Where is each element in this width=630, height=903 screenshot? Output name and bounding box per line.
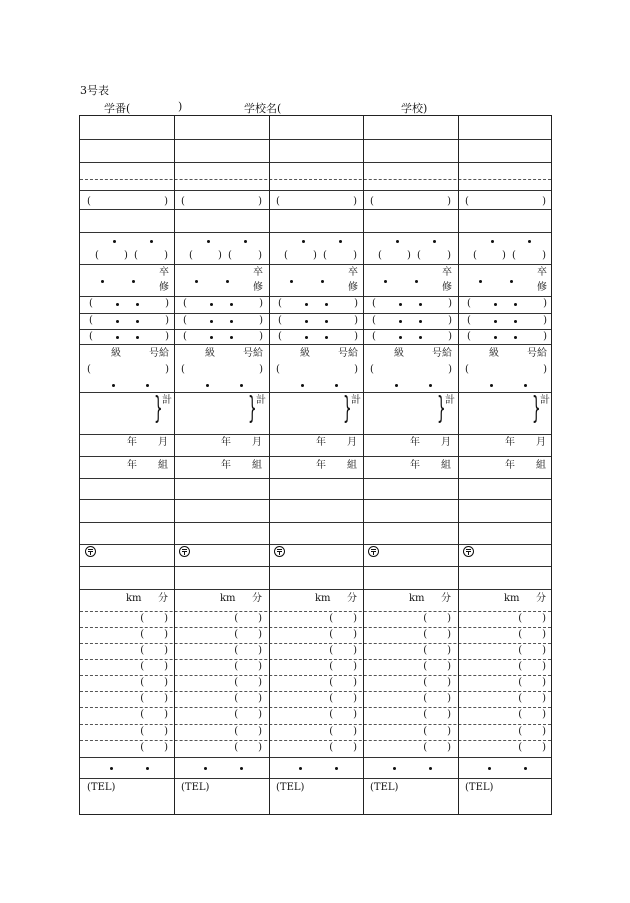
date-separator-dot — [305, 320, 308, 323]
right-brace-icon: } — [532, 391, 541, 426]
salary-step-label: 号給 — [527, 348, 547, 359]
total-label: 計 — [351, 395, 361, 406]
route-paren-pair: ( ) — [329, 726, 357, 737]
name-paren-close: ) — [447, 196, 451, 207]
route-paren-pair: ( ) — [140, 629, 168, 640]
route-paren-pair: ( ) — [518, 709, 546, 720]
route-paren-pair: ( ) — [423, 645, 451, 656]
total-label: 計 — [445, 395, 455, 406]
paren-open: ( — [183, 331, 187, 342]
paren-close: ) — [354, 331, 358, 342]
minutes-label: 分 — [347, 593, 357, 604]
completed-label: 修 — [537, 282, 547, 293]
route-paren-pair: ( ) — [140, 742, 168, 753]
month-label: 月 — [158, 437, 168, 448]
year-label: 年 — [316, 460, 326, 471]
paren-close: ) — [259, 364, 263, 375]
postal-mark-icon — [85, 546, 96, 557]
completed-label: 修 — [442, 282, 452, 293]
date-separator-dot — [325, 320, 328, 323]
date-separator-dot — [230, 303, 233, 306]
km-label: km — [126, 593, 142, 604]
date-separator-dot — [528, 240, 531, 243]
grade-label: 級 — [205, 348, 215, 359]
tel-label: (TEL) — [181, 782, 210, 793]
grade-label: 級 — [111, 348, 121, 359]
class-label: 組 — [441, 460, 451, 471]
route-paren-pair: ( ) — [329, 742, 357, 753]
route-paren-pair: ( ) — [140, 613, 168, 624]
route-paren-pair: ( ) — [518, 726, 546, 737]
route-paren-pair: ( ) — [234, 693, 262, 704]
date-separator-dot — [305, 336, 308, 339]
date-separator-dot — [396, 240, 399, 243]
date-separator-dot — [488, 767, 491, 770]
paren-close: ) — [448, 331, 452, 342]
age-paren-open: ( — [512, 250, 516, 261]
salary-step-label: 号給 — [432, 348, 452, 359]
right-brace-icon: } — [437, 391, 446, 426]
paren-close: ) — [259, 331, 263, 342]
route-paren-pair: ( ) — [234, 709, 262, 720]
tel-label: (TEL) — [370, 782, 399, 793]
age-paren-close: ) — [164, 250, 168, 261]
date-separator-dot — [419, 320, 422, 323]
route-paren-pair: ( ) — [423, 693, 451, 704]
date-separator-dot — [514, 320, 517, 323]
route-paren-pair: ( ) — [423, 726, 451, 737]
month-label: 月 — [536, 437, 546, 448]
date-separator-dot — [146, 384, 149, 387]
graduated-label: 卒 — [348, 267, 358, 278]
date-separator-dot — [393, 767, 396, 770]
date-separator-dot — [399, 320, 402, 323]
graduated-label: 卒 — [253, 267, 263, 278]
date-separator-dot — [136, 320, 139, 323]
route-paren-pair: ( ) — [140, 693, 168, 704]
record-column-3 — [269, 116, 363, 814]
completed-label: 修 — [348, 282, 358, 293]
grade-label: 級 — [489, 348, 499, 359]
route-paren-pair: ( ) — [423, 709, 451, 720]
year-label: 年 — [316, 437, 326, 448]
date-separator-dot — [136, 303, 139, 306]
month-label: 月 — [441, 437, 451, 448]
date-separator-dot — [146, 767, 149, 770]
name-paren-open: ( — [370, 196, 374, 207]
age-paren-close: ) — [124, 250, 128, 261]
route-paren-pair: ( ) — [518, 661, 546, 672]
salary-step-label: 号給 — [149, 348, 169, 359]
route-paren-pair: ( ) — [518, 613, 546, 624]
age-paren-open: ( — [378, 250, 382, 261]
date-separator-dot — [240, 767, 243, 770]
route-paren-pair: ( ) — [423, 629, 451, 640]
student-number-close: ) — [178, 100, 183, 113]
date-separator-dot — [244, 240, 247, 243]
paren-open: ( — [467, 315, 471, 326]
route-paren-pair: ( ) — [140, 661, 168, 672]
name-paren-open: ( — [276, 196, 280, 207]
date-separator-dot — [399, 336, 402, 339]
year-label: 年 — [127, 460, 137, 471]
age-paren-close: ) — [218, 250, 222, 261]
tel-label: (TEL) — [87, 782, 116, 793]
paren-open: ( — [183, 298, 187, 309]
paren-open: ( — [372, 298, 376, 309]
minutes-label: 分 — [536, 593, 546, 604]
date-separator-dot — [299, 767, 302, 770]
paren-open: ( — [372, 315, 376, 326]
paren-close: ) — [354, 298, 358, 309]
date-separator-dot — [116, 320, 119, 323]
grade-label: 級 — [394, 348, 404, 359]
right-brace-icon: } — [248, 391, 257, 426]
paren-close: ) — [354, 315, 358, 326]
date-separator-dot — [210, 336, 213, 339]
paren-open: ( — [465, 364, 469, 375]
date-separator-dot — [112, 384, 115, 387]
paren-close: ) — [543, 298, 547, 309]
record-column-2 — [174, 116, 268, 814]
postal-mark-icon — [463, 546, 474, 557]
graduated-label: 卒 — [442, 267, 452, 278]
age-paren-close: ) — [258, 250, 262, 261]
year-label: 年 — [505, 437, 515, 448]
paren-close: ) — [165, 298, 169, 309]
paren-close: ) — [543, 331, 547, 342]
route-paren-pair: ( ) — [234, 742, 262, 753]
route-paren-pair: ( ) — [518, 742, 546, 753]
graduated-label: 卒 — [159, 267, 169, 278]
date-separator-dot — [116, 303, 119, 306]
paren-close: ) — [165, 315, 169, 326]
date-separator-dot — [384, 280, 387, 283]
paren-close: ) — [448, 315, 452, 326]
date-separator-dot — [113, 240, 116, 243]
total-label: 計 — [540, 395, 550, 406]
route-paren-pair: ( ) — [234, 629, 262, 640]
km-label: km — [315, 593, 331, 604]
route-paren-pair: ( ) — [329, 677, 357, 688]
route-paren-pair: ( ) — [423, 613, 451, 624]
school-name-label: 学校名( — [244, 102, 282, 115]
date-separator-dot — [433, 240, 436, 243]
age-paren-close: ) — [502, 250, 506, 261]
class-label: 組 — [347, 460, 357, 471]
route-paren-pair: ( ) — [234, 677, 262, 688]
date-separator-dot — [305, 303, 308, 306]
age-paren-open: ( — [323, 250, 327, 261]
date-separator-dot — [479, 280, 482, 283]
date-separator-dot — [419, 336, 422, 339]
date-separator-dot — [325, 303, 328, 306]
year-label: 年 — [505, 460, 515, 471]
route-paren-pair: ( ) — [329, 645, 357, 656]
age-paren-open: ( — [189, 250, 193, 261]
completed-label: 修 — [159, 282, 169, 293]
record-column-5 — [458, 116, 552, 814]
salary-step-label: 号給 — [338, 348, 358, 359]
record-table — [79, 115, 552, 815]
date-separator-dot — [514, 336, 517, 339]
route-paren-pair: ( ) — [140, 709, 168, 720]
year-label: 年 — [221, 437, 231, 448]
date-separator-dot — [204, 767, 207, 770]
paren-close: ) — [259, 315, 263, 326]
right-brace-icon: } — [343, 391, 352, 426]
name-paren-open: ( — [87, 196, 91, 207]
paren-open: ( — [181, 364, 185, 375]
paren-close: ) — [543, 364, 547, 375]
year-label: 年 — [221, 460, 231, 471]
km-label: km — [220, 593, 236, 604]
date-separator-dot — [395, 384, 398, 387]
year-label: 年 — [127, 437, 137, 448]
route-paren-pair: ( ) — [234, 613, 262, 624]
route-paren-pair: ( ) — [518, 629, 546, 640]
date-separator-dot — [510, 280, 513, 283]
postal-mark-icon — [368, 546, 379, 557]
date-separator-dot — [240, 384, 243, 387]
route-paren-pair: ( ) — [140, 677, 168, 688]
date-separator-dot — [494, 303, 497, 306]
km-label: km — [504, 593, 520, 604]
date-separator-dot — [230, 336, 233, 339]
date-separator-dot — [210, 303, 213, 306]
year-label: 年 — [410, 460, 420, 471]
paren-open: ( — [372, 331, 376, 342]
paren-close: ) — [165, 364, 169, 375]
school-suffix: 学校) — [401, 102, 428, 115]
route-paren-pair: ( ) — [518, 645, 546, 656]
paren-open: ( — [89, 315, 93, 326]
name-paren-close: ) — [164, 196, 168, 207]
date-separator-dot — [195, 280, 198, 283]
class-label: 組 — [536, 460, 546, 471]
date-separator-dot — [230, 320, 233, 323]
date-separator-dot — [490, 384, 493, 387]
age-paren-open: ( — [417, 250, 421, 261]
paren-open: ( — [467, 298, 471, 309]
date-separator-dot — [429, 767, 432, 770]
paren-close: ) — [543, 315, 547, 326]
route-paren-pair: ( ) — [329, 629, 357, 640]
route-paren-pair: ( ) — [329, 693, 357, 704]
minutes-label: 分 — [252, 593, 262, 604]
right-brace-icon: } — [154, 391, 163, 426]
date-separator-dot — [136, 336, 139, 339]
paren-open: ( — [89, 298, 93, 309]
paren-close: ) — [354, 364, 358, 375]
date-separator-dot — [226, 280, 229, 283]
date-separator-dot — [325, 336, 328, 339]
age-paren-close: ) — [313, 250, 317, 261]
paren-open: ( — [278, 298, 282, 309]
paren-open: ( — [276, 364, 280, 375]
age-paren-open: ( — [228, 250, 232, 261]
route-paren-pair: ( ) — [423, 677, 451, 688]
paren-close: ) — [448, 364, 452, 375]
date-separator-dot — [429, 384, 432, 387]
date-separator-dot — [302, 240, 305, 243]
paren-open: ( — [89, 331, 93, 342]
form-number: 3号表 — [80, 84, 109, 97]
class-label: 組 — [158, 460, 168, 471]
date-separator-dot — [110, 767, 113, 770]
date-separator-dot — [514, 303, 517, 306]
route-paren-pair: ( ) — [329, 709, 357, 720]
age-paren-close: ) — [447, 250, 451, 261]
age-paren-close: ) — [542, 250, 546, 261]
paren-open: ( — [370, 364, 374, 375]
paren-open: ( — [278, 331, 282, 342]
route-paren-pair: ( ) — [518, 677, 546, 688]
date-separator-dot — [339, 240, 342, 243]
route-paren-pair: ( ) — [234, 661, 262, 672]
name-paren-close: ) — [353, 196, 357, 207]
paren-open: ( — [467, 331, 471, 342]
date-separator-dot — [399, 303, 402, 306]
name-paren-open: ( — [465, 196, 469, 207]
date-separator-dot — [335, 384, 338, 387]
date-separator-dot — [524, 767, 527, 770]
grade-label: 級 — [300, 348, 310, 359]
km-label: km — [409, 593, 425, 604]
name-paren-open: ( — [181, 196, 185, 207]
minutes-label: 分 — [441, 593, 451, 604]
date-separator-dot — [116, 336, 119, 339]
route-paren-pair: ( ) — [234, 645, 262, 656]
date-separator-dot — [524, 384, 527, 387]
graduated-label: 卒 — [537, 267, 547, 278]
route-paren-pair: ( ) — [423, 742, 451, 753]
month-label: 月 — [252, 437, 262, 448]
date-separator-dot — [207, 240, 210, 243]
name-paren-close: ) — [258, 196, 262, 207]
date-separator-dot — [206, 384, 209, 387]
age-paren-open: ( — [473, 250, 477, 261]
route-paren-pair: ( ) — [234, 726, 262, 737]
minutes-label: 分 — [158, 593, 168, 604]
age-paren-open: ( — [284, 250, 288, 261]
name-paren-close: ) — [542, 196, 546, 207]
date-separator-dot — [210, 320, 213, 323]
date-separator-dot — [290, 280, 293, 283]
date-separator-dot — [132, 280, 135, 283]
salary-step-label: 号給 — [243, 348, 263, 359]
date-separator-dot — [419, 303, 422, 306]
record-column-4 — [363, 116, 457, 814]
route-paren-pair: ( ) — [140, 726, 168, 737]
paren-open: ( — [183, 315, 187, 326]
date-separator-dot — [415, 280, 418, 283]
date-separator-dot — [335, 767, 338, 770]
age-paren-close: ) — [353, 250, 357, 261]
route-paren-pair: ( ) — [329, 661, 357, 672]
date-separator-dot — [321, 280, 324, 283]
class-label: 組 — [252, 460, 262, 471]
date-separator-dot — [301, 384, 304, 387]
total-label: 計 — [256, 395, 266, 406]
month-label: 月 — [347, 437, 357, 448]
postal-mark-icon — [274, 546, 285, 557]
route-paren-pair: ( ) — [140, 645, 168, 656]
paren-close: ) — [448, 298, 452, 309]
age-paren-open: ( — [134, 250, 138, 261]
age-paren-close: ) — [407, 250, 411, 261]
paren-open: ( — [87, 364, 91, 375]
student-number-label: 学番( — [104, 102, 131, 115]
route-paren-pair: ( ) — [329, 613, 357, 624]
completed-label: 修 — [253, 282, 263, 293]
date-separator-dot — [150, 240, 153, 243]
total-label: 計 — [162, 395, 172, 406]
paren-open: ( — [278, 315, 282, 326]
age-paren-open: ( — [95, 250, 99, 261]
tel-label: (TEL) — [465, 782, 494, 793]
paren-close: ) — [259, 298, 263, 309]
date-separator-dot — [494, 336, 497, 339]
date-separator-dot — [101, 280, 104, 283]
route-paren-pair: ( ) — [518, 693, 546, 704]
route-paren-pair: ( ) — [423, 661, 451, 672]
date-separator-dot — [494, 320, 497, 323]
record-column-1 — [80, 116, 174, 814]
paren-close: ) — [165, 331, 169, 342]
date-separator-dot — [491, 240, 494, 243]
tel-label: (TEL) — [276, 782, 305, 793]
postal-mark-icon — [179, 546, 190, 557]
year-label: 年 — [410, 437, 420, 448]
